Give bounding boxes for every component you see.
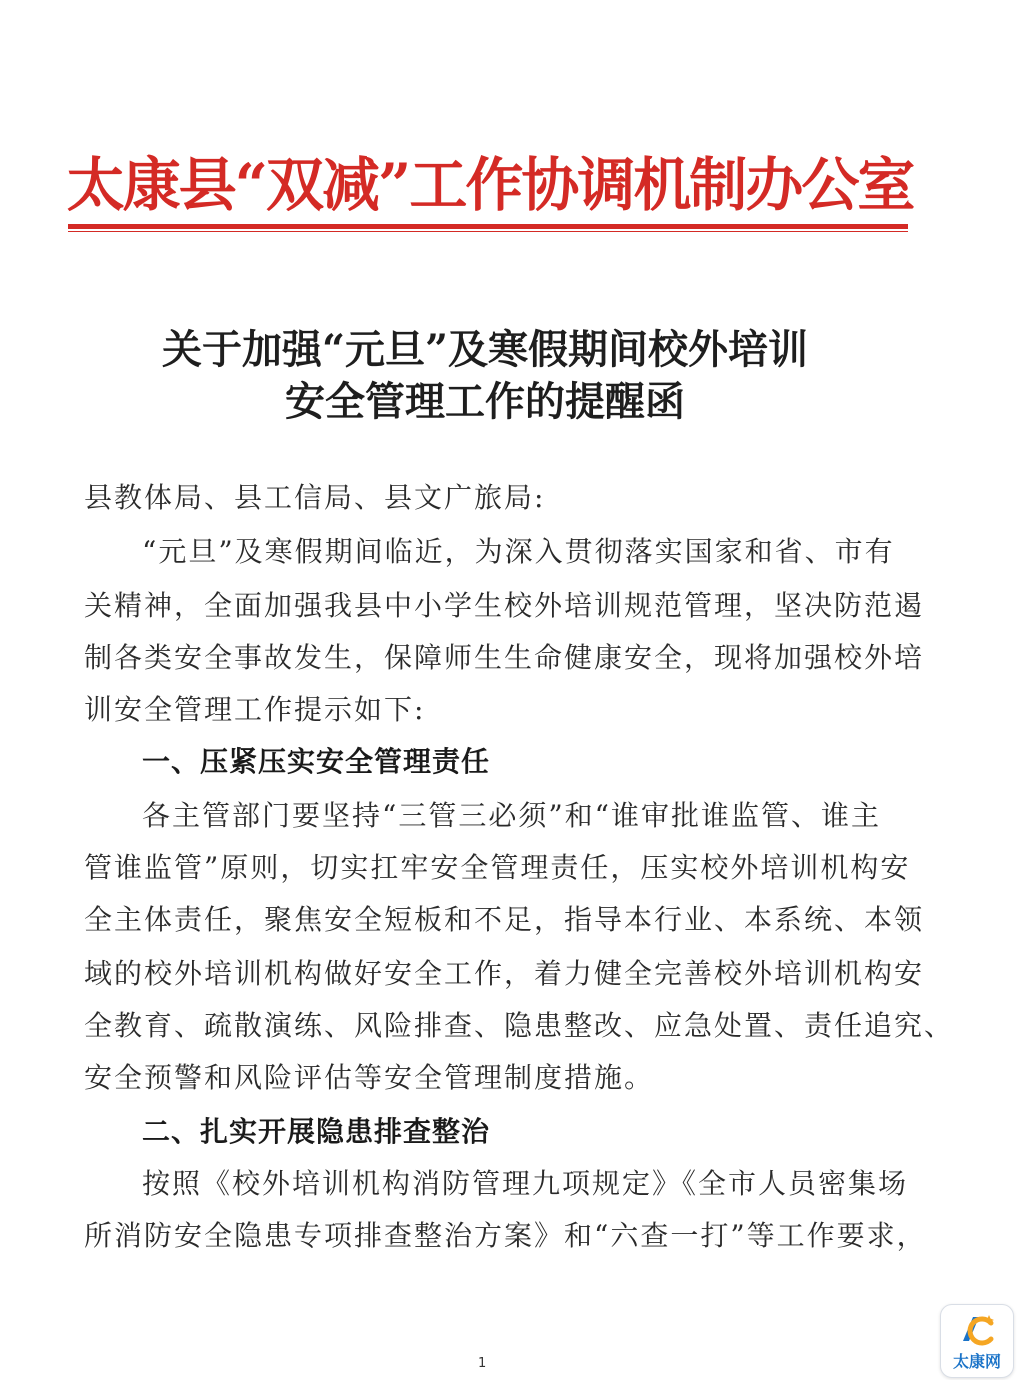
header-red-rule: [68, 224, 908, 229]
watermark-label: 太康网: [952, 1352, 1001, 1371]
section-2-heading: 二、扎实开展隐患排查整治: [142, 1115, 491, 1148]
section-2-line: 所消防安全隐患专项排查整治方案》和“六查一打”等工作要求，: [84, 1219, 927, 1252]
section-1-line: 各主管部门要坚持“三管三必须”和“谁审批谁监管、谁主: [142, 799, 881, 832]
section-2-line: 按照《校外培训机构消防管理九项规定》《全市人员密集场: [142, 1167, 909, 1200]
org-header-title: 太康县“双减”工作协调机制办公室: [66, 151, 914, 219]
page-number: 1: [478, 1356, 487, 1371]
site-watermark-badge: [940, 1304, 1014, 1378]
section-1-line: 全主体责任，聚焦安全短板和不足，指导本行业、本系统、本领: [84, 903, 925, 936]
section-1-line: 管谁监管”原则，切实扛牢安全管理责任，压实校外培训机构安: [84, 851, 911, 884]
section-1-heading: 一、压紧压实安全管理责任: [142, 745, 491, 778]
intro-line: 制各类安全事故发生，保障师生生命健康安全，现将加强校外培: [84, 641, 925, 674]
document-title-line-1: 关于加强“元旦”及寒假期间校外培训: [161, 326, 808, 373]
section-1-line: 安全预警和风险评估等安全管理制度措施。: [84, 1061, 655, 1094]
section-1-line: 全教育、疏散演练、风险排查、隐患整改、应急处置、责任追究、: [84, 1009, 955, 1042]
header-red-rule-thin: [68, 231, 908, 232]
section-1-line: 域的校外培训机构做好安全工作，着力健全完善校外培训机构安: [84, 957, 925, 990]
taikang-logo-icon: [955, 1311, 999, 1349]
intro-line: 训安全管理工作提示如下:: [84, 693, 426, 726]
recipients-line: 县教体局、县工信局、县文广旅局:: [84, 481, 546, 514]
document-title-line-2: 安全管理工作的提醒函: [285, 378, 685, 425]
intro-line: “元旦”及寒假期间临近，为深入贯彻落实国家和省、市有: [142, 535, 895, 568]
intro-line: 关精神，全面加强我县中小学生校外培训规范管理，坚决防范遏: [84, 589, 925, 622]
